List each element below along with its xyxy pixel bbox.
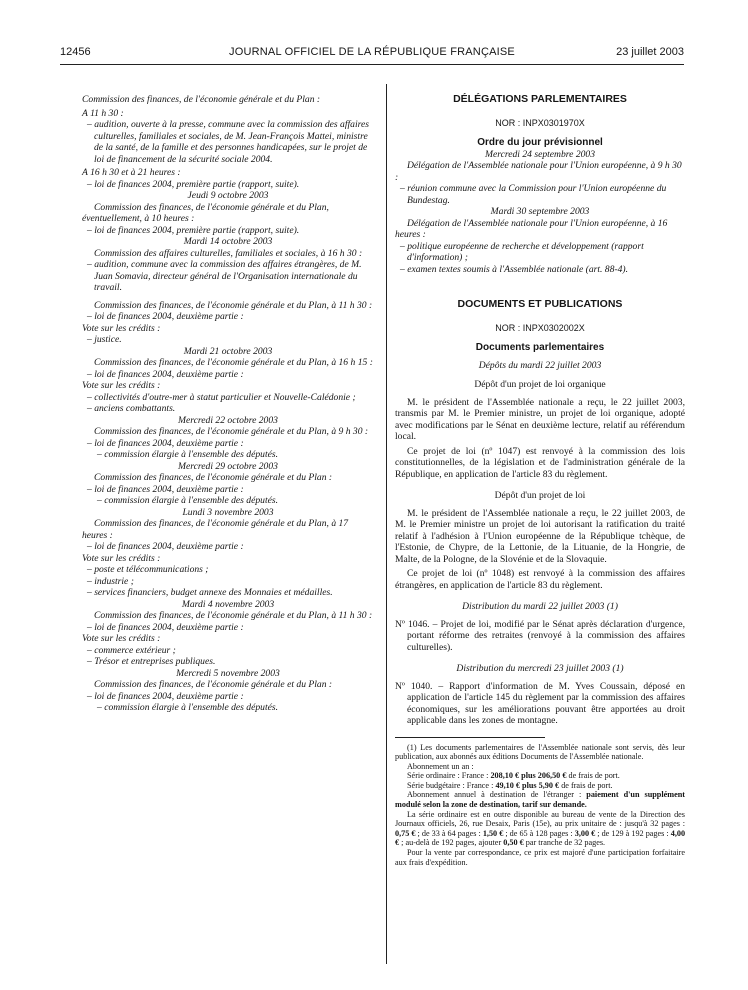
agenda-item: – examen textes soumis à l'Assemblée nationale (art. 88-4). [400,263,628,275]
agenda-date: Mercredi 29 octobre 2003 [178,460,278,472]
sale-price: 4,00 € [395,828,686,848]
agenda-item: – Trésor et entreprises publiques. [87,656,216,667]
paragraph: Ce projet de loi (nº 1047) est renvoyé à la commission des lois constitutionnelles, de la législation et de l'administration générale de la République, en application de l'article 83 du règlement. [395,445,685,480]
section-title: DÉLÉGATIONS PARLEMENTAIRES [453,93,627,105]
commission-heading: Commission des finances, de l'économie générale et du Plan, à 11 h 30 : [94,610,373,621]
nor-reference: NOR : INPX0302002X [495,322,585,333]
document-entry: Nº 1040. – Rapport d'information de M. Yves Coussain, déposé en application de l'article 145 du règlement par la commission des affaires économiques, sur les améliorations pouvant être apportées au droit applicable dans les zones de montagne. [395,680,685,726]
sale-price: 0,75 € [395,828,416,838]
agenda-item: – loi de finances 2004, deuxième partie : [87,437,244,449]
sale-text: La série ordinaire est en outre disponible au bureau de vente de la Direction des Journaux officiels, 26, rue Desaix, Paris (15e), au prix unitaire de : jusqu'à 32 pages : [395,809,685,829]
vote-heading: Vote sur les crédits : [82,552,161,564]
footnote-price-line [395,771,685,781]
agenda-date: Mardi 14 octobre 2003 [183,236,273,247]
footnote-text [395,790,685,809]
deposit-date: Dépôts du mardi 22 juillet 2003 [478,359,602,371]
sale-price: 0,50 € [503,838,524,848]
subsection-title: Ordre du jour prévisionnel [477,137,603,148]
agenda-date: Mercredi 24 septembre 2003 [484,148,596,160]
footnote-text: (1) Les documents parlementaires de l'Assemblée nationale sont servis, dès leur publication, aux abonnés aux éditions Documents de l'Assemblée nationale. [395,742,685,762]
agenda-item: – audition, commune avec la commission des affaires étrangères, de M. Juan Somavia, directeur général de l'Organisation internationale du travail. [87,259,362,293]
document-entry: Nº 1046. – Projet de loi, modifié par le Sénat après déclaration d'urgence, portant réforme des retraites (renvoyé à la commission des affaires culturelles). [395,618,685,653]
agenda-date: Mercredi 22 octobre 2003 [178,414,278,426]
distribution-heading: Distribution du mercredi 23 juillet 2003 (1) [456,663,624,674]
footnote-text: Pour la vente par correspondance, ce prix est majoré d'une participation forfaitaire aux frais d'expédition. [395,848,685,867]
commission-heading: Commission des finances, de l'économie générale et du Plan, éventuellement, à 10 heures : [82,201,329,224]
footnote-price-line [395,781,685,791]
footnote [395,743,685,868]
foreign-value: paiement d'un supplément modulé selon la zone de destination, tarif sur demande. [395,790,686,810]
agenda-item: – services financiers, budget annexe des Monnaies et médailles. [87,587,333,598]
right-column [395,94,685,867]
agenda-date: Lundi 3 novembre 2003 [182,506,274,518]
commission-heading: Commission des finances, de l'économie générale et du Plan, à 16 h 15 : [94,357,373,368]
commission-heading: Commission des finances, de l'économie générale et du Plan : [94,472,333,483]
price-label: Série budgétaire : France : [407,780,496,790]
agenda-date: Mardi 21 octobre 2003 [183,345,273,357]
agenda-item: – justice. [87,334,122,345]
sale-text: ; de 33 à 64 pages : [415,828,483,838]
left-column [82,94,374,714]
page-number: 12456 [60,46,91,58]
price-label: Série ordinaire : France : [407,771,491,781]
agenda-subitem: – commission élargie à l'ensemble des députés. [97,702,279,713]
agenda-item: – politique européenne de recherche et développement (rapport d'information) ; [400,240,644,263]
header-rule [60,64,684,65]
delegation-heading: Délégation de l'Assemblée nationale pour l'Union européenne, à 16 heures : [395,217,668,240]
deposit-heading: Dépôt d'un projet de loi organique [474,379,606,390]
agenda-item: – loi de finances 2004, première partie (rapport, suite). [87,224,300,236]
sale-text: ; de 65 à 128 pages : [503,828,575,838]
paragraph: M. le président de l'Assemblée nationale a reçu, le 22 juillet 2003, transmis par M. le Premier ministre, un projet de loi organique, adopté avec modifications par le Sénat en deuxième lecture, relatif au référendum local. [395,396,685,442]
agenda-item: – collectivités d'outre-mer à statut particulier et Nouvelle-Calédonie ; [87,391,356,403]
delegation-heading: Délégation de l'Assemblée nationale pour l'Union européenne, à 9 h 30 : [395,160,682,183]
nor-reference: NOR : INPX0301970X [495,117,585,128]
agenda-item: – loi de finances 2004, deuxième partie : [87,368,244,380]
agenda-subitem: – commission élargie à l'ensemble des députés. [97,495,279,506]
agenda-item: – loi de finances 2004, deuxième partie : [87,311,244,322]
agenda-item: – industrie ; [87,575,134,587]
commission-heading: Commission des finances, de l'économie générale et du Plan : [94,679,333,690]
footnote-text [395,810,685,848]
agenda-item: – poste et télécommunications ; [87,564,209,575]
agenda-item: – audition, ouverte à la presse, commune avec la commission des affaires culturelles, familiales et sociales, de M. Jean-François Mattei, ministre de la santé, de la famille et des personnes handicapées, sur le projet de loi de financement de la sécurité sociale 2004. [87,119,369,165]
footnote-text: Abonnement un an : [407,761,474,771]
foreign-label: Abonnement annuel à destination de l'étranger : [407,790,587,800]
commission-heading: Commission des finances, de l'économie générale et du Plan : [82,94,321,105]
agenda-item: – loi de finances 2004, deuxième partie : [87,621,244,633]
time-heading: A 16 h 30 et à 21 heures : [82,167,181,178]
paragraph: Ce projet de loi (nº 1048) est renvoyé à la commission des affaires étrangères, en application de l'article 83 du règlement. [395,568,685,591]
paragraph: M. le président de l'Assemblée nationale a reçu, le 22 juillet 2003, de M. le Premier ministre un projet de loi autorisant la ratification du traité relatif à l'adhésion à l'Union européenne de la République tchèque, de l'Estonie, de Chypre, de la Lettonie, de la Lituanie, de la Hongrie, de Malte, de la Pologne, de la Slovénie et de la Slovaquie. [395,507,685,565]
deposit-heading: Dépôt d'un projet de loi [494,490,586,501]
agenda-item: – réunion commune avec la Commission pour l'Union européenne du Bundestag. [400,183,667,206]
price-value: 49,10 € plus 5,90 € [495,780,560,790]
sale-text: par tranche de 32 pages. [523,838,606,848]
agenda-item: – anciens combattants. [87,403,176,414]
agenda-item: – commerce extérieur ; [87,644,176,656]
subsection-title: Documents parlementaires [475,342,605,353]
agenda-item: – loi de finances 2004, deuxième partie : [87,483,244,495]
commission-heading: Commission des affaires culturelles, familiales et sociales, à 16 h 30 : [94,247,363,259]
agenda-date: Mardi 4 novembre 2003 [181,598,275,610]
agenda-date: Mercredi 5 novembre 2003 [176,667,280,679]
vote-heading: Vote sur les crédits : [82,380,161,391]
agenda-date: Mardi 30 septembre 2003 [490,206,590,217]
commission-heading: Commission des finances, de l'économie générale et du Plan, à 17 heures : [82,518,349,541]
section-title: DOCUMENTS ET PUBLICATIONS [457,298,623,310]
time-heading: A 11 h 30 : [82,107,124,119]
sale-price: 3,00 € [574,828,596,838]
price-value: 208,10 € plus 206,50 € [490,771,567,781]
page-header [60,46,684,62]
price-suffix: de frais de port. [566,771,620,781]
agenda-date: Jeudi 9 octobre 2003 [187,190,269,201]
agenda-item: – loi de finances 2004, deuxième partie : [87,690,244,702]
vote-heading: Vote sur les crédits : [82,322,161,334]
column-divider [386,84,387,964]
agenda-item: – loi de finances 2004, deuxième partie : [87,541,244,552]
commission-heading: Commission des finances, de l'économie générale et du Plan, à 11 h 30 : [94,299,373,311]
journal-title: JOURNAL OFFICIEL DE LA RÉPUBLIQUE FRANÇAISE [229,46,515,58]
distribution-heading: Distribution du mardi 22 juillet 2003 (1) [462,601,618,612]
commission-heading: Commission des finances, de l'économie générale et du Plan, à 9 h 30 : [94,426,369,437]
footnote-rule [395,737,545,738]
agenda-item: – loi de finances 2004, première partie (rapport, suite). [87,178,300,190]
agenda-subitem: – commission élargie à l'ensemble des députés. [97,449,279,460]
price-suffix: de frais de port. [559,780,613,790]
vote-heading: Vote sur les crédits : [82,633,161,644]
sale-price: 1,50 € [482,828,504,838]
sale-text: ; au-delà de 192 pages, ajouter [399,838,504,848]
sale-text: ; de 129 à 192 pages : [595,828,671,838]
issue-date: 23 juillet 2003 [616,46,684,58]
